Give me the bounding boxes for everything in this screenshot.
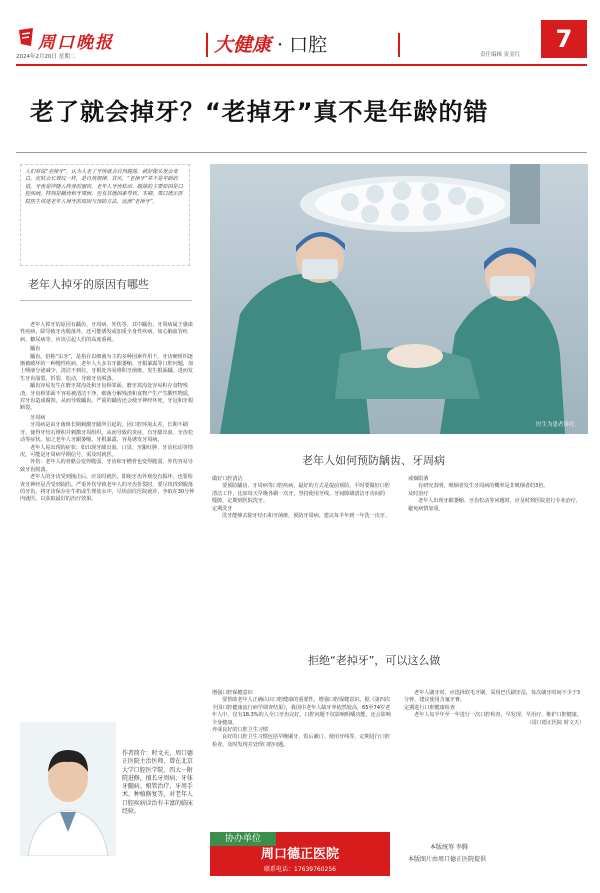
subheading: 戒烟限酒 bbox=[408, 476, 429, 482]
intro-box bbox=[20, 164, 190, 266]
subheading: 牙周病 bbox=[30, 414, 46, 421]
doctor-portrait bbox=[20, 722, 116, 856]
paragraph: 要预防龋齿、牙周病等口腔疾病，最好的方式是提前预防，平时要做好口腔清洁工作，比如每天早晚各刷一次牙，坚持使用牙线、牙间隙刷清洁牙齿间的缝隙，定期到医院洗牙。 bbox=[212, 483, 390, 505]
subheading: 龋齿 bbox=[30, 346, 41, 353]
section-title-causes: 老年人掉牙的原因有哪些 bbox=[28, 278, 149, 291]
subheading: 定期洗牙 bbox=[212, 505, 233, 512]
paragraph: 牙周病是由牙菌斑长期刺激牙龈所引起的，因口腔环境太差，长期不刷牙，使得牙结石堆积并刺激牙周组织，从而导致的炎症，有牙龈出血、牙齿松动等症状。加之老年人牙龈萎缩、牙根暴露，容易诱发牙周病。 bbox=[20, 422, 193, 444]
header-divider bbox=[398, 33, 400, 57]
column-title-main: 大健康 bbox=[214, 34, 272, 56]
paragraph: 老年人掉牙的原因有龋齿、牙周病、外伤等。其中龋齿、牙周病属于感染性疾病，除导致牙齿脱落外，还可能诱发或加重全身性疾病，如心脑血管疾病、糖尿病等，应该引起人们的高度重视。 bbox=[20, 322, 193, 343]
subheading: 增强口腔保健意识 bbox=[212, 690, 253, 696]
paragraph: 龋齿容易发生在磨牙窝沟处和牙齿相邻面。磨牙窝沟处容易积存食物残渣，牙齿相邻面不容易被清洁干净，细菌分解残渣和食物产生产生酸性物质，对牙齿造成腐蚀，从而导致龋齿。严重的龋齿还会使牙神经坏死，牙冠和牙根断裂。 bbox=[20, 383, 193, 412]
column-3-lower bbox=[404, 690, 584, 727]
surgery-photo bbox=[210, 164, 588, 434]
page-number: 7 bbox=[541, 20, 587, 58]
section-rule bbox=[20, 300, 192, 301]
sponsor-hospital: 周口德正医院 bbox=[260, 847, 339, 862]
subheading: 及时治疗 bbox=[408, 490, 429, 497]
column-title: 大健康 · 口腔 bbox=[214, 34, 328, 56]
byline: （周口德正医院 时文天） bbox=[526, 719, 584, 726]
section-title-prevention: 老年人如何预防龋齿、牙周病 bbox=[302, 454, 445, 467]
doctor-photo-image bbox=[20, 722, 116, 856]
page-headline: 老了就会掉牙？“老掉牙”真不是年龄的错 bbox=[30, 98, 489, 126]
paragraph: 良好的口腔卫生习惯包括早晚刷牙、饭后漱口、使用牙线等，定期进行口腔检查，及时发现并处理口腔问题。 bbox=[212, 734, 390, 748]
section-title-tips: 拒绝“老掉牙”，可以这么做 bbox=[308, 654, 441, 667]
dental-surgery-image bbox=[210, 164, 588, 434]
headline-rule bbox=[16, 152, 587, 153]
column-2-upper bbox=[212, 476, 390, 520]
logo-emblem-icon bbox=[16, 26, 36, 48]
subheading: 做好口腔清洁 bbox=[212, 476, 243, 482]
intro-text: 人们常说“老掉牙”，认为人老了牙齿就会自然脱落，就好像头发会变白、皮肤会长皱纹一样，是自然规律。其实，“老掉牙”并不是年龄的错，牙齿是伴随人终身的器官，老年人牙齿松动、脱落的主要原因是口腔疾病，特别是龋齿和牙周病，也有其他因素导致。本期，周口德正医院医生讲述老年人掉牙的原因与预防方法，远离“老掉牙”。 bbox=[25, 169, 183, 205]
paragraph: 老年人刷牙时，应选择软毛牙刷，采用巴氏刷牙法，每次刷牙时间不少于3分钟，建议使用含氟牙膏。 bbox=[404, 690, 581, 704]
editor-credit: 责任编辑 寅金红 bbox=[480, 52, 521, 58]
subheading: 定期进行口腔健康检查 bbox=[404, 704, 455, 711]
logo-text: 周口晚报 bbox=[38, 33, 114, 53]
sponsor-tag: 协办单位 bbox=[210, 832, 276, 846]
header-rule bbox=[16, 64, 587, 66]
paragraph: 老年人每半年至一年进行一次口腔检查，早发现、早治疗，维护口腔健康。 bbox=[414, 712, 582, 719]
header-divider bbox=[206, 33, 208, 57]
paragraph: 有研究表明，吸烟者发生牙周病的概率是非吸烟者的3倍。 bbox=[418, 483, 549, 490]
newspaper-logo bbox=[16, 26, 134, 53]
column-title-sub: 口腔 bbox=[289, 34, 328, 56]
paragraph: 外伤：老年人的骨骼会变得脆弱，牙齿和牙槽骨也变得脆弱，外伤容易导致牙齿脱落。 bbox=[20, 459, 193, 473]
column-3-upper bbox=[408, 476, 584, 513]
paragraph: 老年人出现牙龈萎缩、牙齿松动等问题时，应及时到医院进行专业治疗，避免病情加重。 bbox=[408, 498, 581, 512]
column-2-lower bbox=[212, 690, 392, 749]
issue-date: 2024年2月20日 星期二 bbox=[16, 54, 76, 60]
coordinator-credit: 本版统筹 李腾 bbox=[430, 844, 468, 851]
paragraph: 龋齿，俗称“虫牙”，是指在以细菌为主的多种因素作用下，牙齿硬组织逐渐被破坏的一种慢性疾病。老年人大多有牙龈萎缩、牙根暴露等口腔问题，加上唾液分泌减少，清洁不到位，牙根处容易堆积牙菌斑，发生根面龋。进而发生牙齿崩裂、折裂、松动，导致牙齿脱落。 bbox=[20, 353, 193, 382]
paragraph: 洗牙能够去除牙结石和牙菌斑，预防牙周病。建议每半年到一年洗一次牙。 bbox=[222, 513, 390, 520]
photo-credit: 本版图片由周口德正医院提供 bbox=[408, 856, 487, 863]
doctor-bio: 作者简介：时文天，周口德正医院主治医师，曾在北京大学口腔医学院、四大一附院进修，擅长牙周病、牙体牙髓病、根管治疗、牙周手术、种植修复等，对老年人口腔疾病诊治有丰富的临床经验。 bbox=[122, 750, 193, 816]
paragraph: 要帮助老年人正确认识口腔健康的重要性，增强口腔保健意识。据《第四次全国口腔健康流行病学调查结果》，我国中老年人缺牙率依然较高，65至74岁老年人中，仅有18.3%的人全口牙齿完好。口腔问题不仅影响咀嚼功能，还会影响全身健康。 bbox=[212, 697, 391, 726]
paragraph: 老年人的牙齿受到撞击后，应及时就医。即使牙齿外观没有损坏，也要检查牙神经是否受到损伤。严重外伤导致老年人的牙齿折裂时，要尽快找到脱落的牙齿，将牙齿保存在牛奶或生理盐水中，尽快前往医院就诊，争取在30分钟内就医，以获取最好的治疗效果。 bbox=[20, 474, 195, 503]
sponsor-phone: 联系电话：17639760256 bbox=[264, 866, 336, 873]
photo-caption: 医生为患者诊疗。 bbox=[535, 422, 580, 428]
paragraph: 老年人易出现的症状：如出现牙龈出血、口臭、牙龈红肿、牙齿松动等情况，可能是牙周病早期信号，需及时就医。 bbox=[20, 444, 193, 458]
column-1 bbox=[20, 322, 195, 504]
subheading: 养成良好的口腔卫生习惯 bbox=[212, 727, 268, 734]
